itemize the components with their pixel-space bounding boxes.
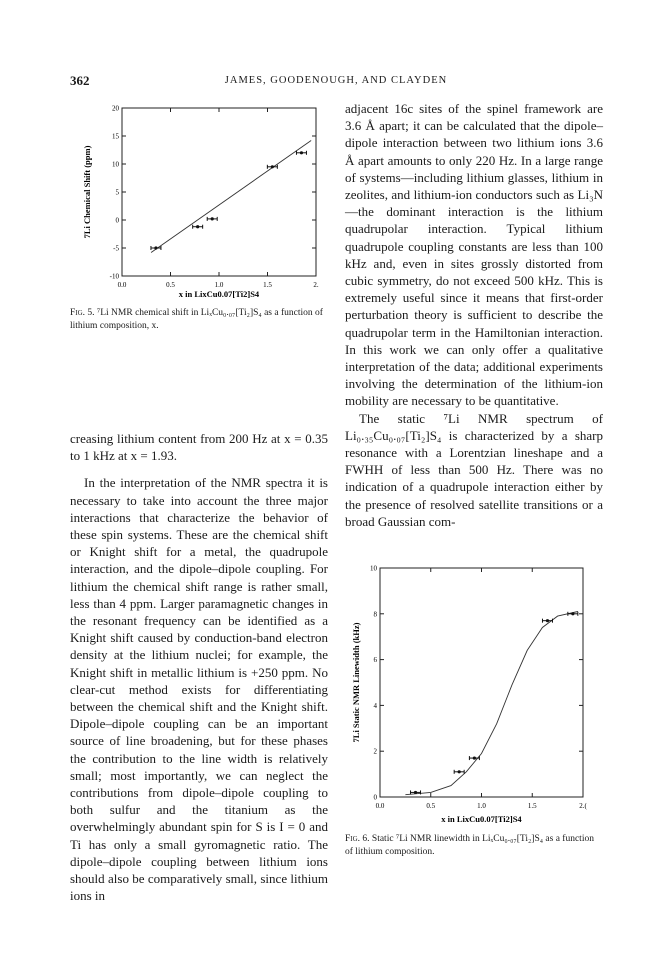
- x-axis-label: x in LixCu0.07[Ti2]S4: [178, 289, 260, 299]
- y-tick-label: 2: [373, 747, 377, 756]
- x-tick-label: 0.5: [426, 802, 436, 810]
- plot-frame: [380, 568, 583, 797]
- y-tick-label: -10: [109, 272, 119, 281]
- y-axis-label: 7Li Chemical Shift (ppm): [82, 145, 92, 239]
- fit-curve: [405, 612, 578, 795]
- left-paragraph-2: In the interpretation of the NMR spectra it is necessary to take into account the three major interactions that characterize the behavior of these spin systems. These are the chemical shift or Knight shift for a metal, the quadrupole interaction, and the dipole–dipole coupling. For lithium the chemical shift range is rather small, less than 4 ppm. Larger paramagnetic changes in the resonant frequency can be identified as a Knight shift caused by conduction-band electron density at the lithium nuclei; for example, the Knight shift in metallic lithium is +250 ppm. No clear-cut method exists for differentiating between the chemical shift and the Knight shift. Dipole–dipole coupling can be an important source of line broadening, but for these phases the contribution to the line width is relatively small; most importantly, we can neglect the contributions from dipole–dipole coupling to both sulfur and the titanium as the overwhelmingly abundant spin for S is I = 0 and Ti has only a small gyromagnetic ratio. The dipole–dipole coupling between lithium ions should also be comparatively small, since lithium ions in: [70, 475, 328, 904]
- data-point: [154, 246, 157, 249]
- y-tick-label: 5: [115, 188, 119, 197]
- x-tick-label: 1.0: [214, 281, 224, 289]
- y-tick-label: 8: [373, 610, 377, 619]
- data-point: [571, 612, 574, 615]
- right-paragraph-2: The static ⁷Li NMR spectrum of Li₀.₃₅Cu₀.₀₇[Ti₂]S₄ is characterized by a sharp resonance with a Lorentzian lineshape and a FWHH of less than 500 Hz. There was no indication of a quadrupole interaction either by the presence of resolved satellite transitions or a broad Gaussian com-: [345, 410, 603, 529]
- figure-6-caption-label: Fig. 6.: [345, 834, 370, 844]
- y-tick-label: 10: [370, 564, 377, 573]
- y-axis-label: 7Li Static NMR Linewidth (kHz): [351, 622, 361, 743]
- x-tick-label: 0.0: [117, 281, 127, 289]
- right-column: [345, 100, 603, 530]
- figure-6-chart: [345, 560, 610, 830]
- x-tick-label: 1.5: [527, 802, 537, 810]
- figure-5-caption-text: ⁷Li NMR chemical shift in LiₓCu₀.₀₇[Ti₂]S₄ as a function of lithium composition, x.: [70, 308, 323, 331]
- data-point: [196, 225, 199, 228]
- plot-frame: [122, 108, 316, 276]
- x-tick-label: 2.: [313, 281, 319, 289]
- right-paragraph-1: adjacent 16c sites of the spinel framework are 3.6 Å apart; it can be calculated that the dipole–dipole interaction between two lithium ions 3.6 Å apart amounts to only 220 Hz. In a large range of systems—including lithium glasses, lithium in zeolites, and lithium-ion conductors such as Li₃N—the dominant interaction is the lithium quadrupolar interaction. Typical lithium quadrupole coupling constants are less than 100 kHz and, even in sites grossly distorted from cubic symmetry, do not exceed 500 kHz. This is extremely useful since it means that first-order perturbation theory is sufficient to describe the quadrupolar term in the Hamiltonian interaction. In this work we can only offer a qualitative interpretation of the data; additional experiments involving the determination of the lithium-ion mobility are necessary to be quantitative.: [345, 101, 603, 409]
- x-axis-label: x in LixCu0.07[Ti2]S4: [441, 814, 522, 824]
- y-tick-label: 4: [373, 701, 377, 710]
- x-tick-label: 0.0: [375, 802, 385, 810]
- y-tick-label: 20: [112, 104, 119, 113]
- figure-5: [70, 100, 330, 300]
- left-column: [70, 430, 328, 904]
- y-tick-label: 15: [112, 132, 119, 141]
- figure-6-caption: [345, 833, 603, 858]
- data-point: [546, 619, 549, 622]
- x-tick-label: 0.5: [166, 281, 175, 289]
- y-tick-label: -5: [113, 244, 119, 253]
- x-tick-label: 2.(: [579, 802, 587, 810]
- fit-line: [151, 140, 311, 252]
- page-number: 362: [70, 73, 90, 88]
- data-point: [211, 217, 214, 220]
- y-tick-label: 6: [373, 656, 377, 665]
- figure-5-caption-label: Fig. 5.: [70, 308, 95, 318]
- data-point: [300, 151, 303, 154]
- data-point: [271, 165, 274, 168]
- left-paragraph-1: creasing lithium content from 200 Hz at x = 0.35 to 1 kHz at x = 1.93.: [70, 431, 328, 464]
- y-tick-label: 10: [112, 160, 119, 169]
- y-tick-label: 0: [373, 793, 377, 802]
- x-tick-label: 1.5: [263, 281, 272, 289]
- figure-6: [345, 560, 610, 830]
- running-title: JAMES, GOODENOUGH, AND CLAYDEN: [224, 75, 448, 86]
- data-point: [473, 756, 476, 759]
- x-tick-label: 1.0: [477, 802, 486, 810]
- y-tick-label: 0: [115, 216, 119, 225]
- figure-5-caption: [70, 307, 328, 332]
- data-point: [458, 770, 461, 773]
- figure-5-chart: [70, 100, 330, 300]
- data-point: [414, 791, 417, 794]
- figure-6-caption-text: Static ⁷Li NMR linewidth in LiₓCu₀.₀₇[Ti₂]S₄ as a function of lithium composition.: [345, 834, 594, 857]
